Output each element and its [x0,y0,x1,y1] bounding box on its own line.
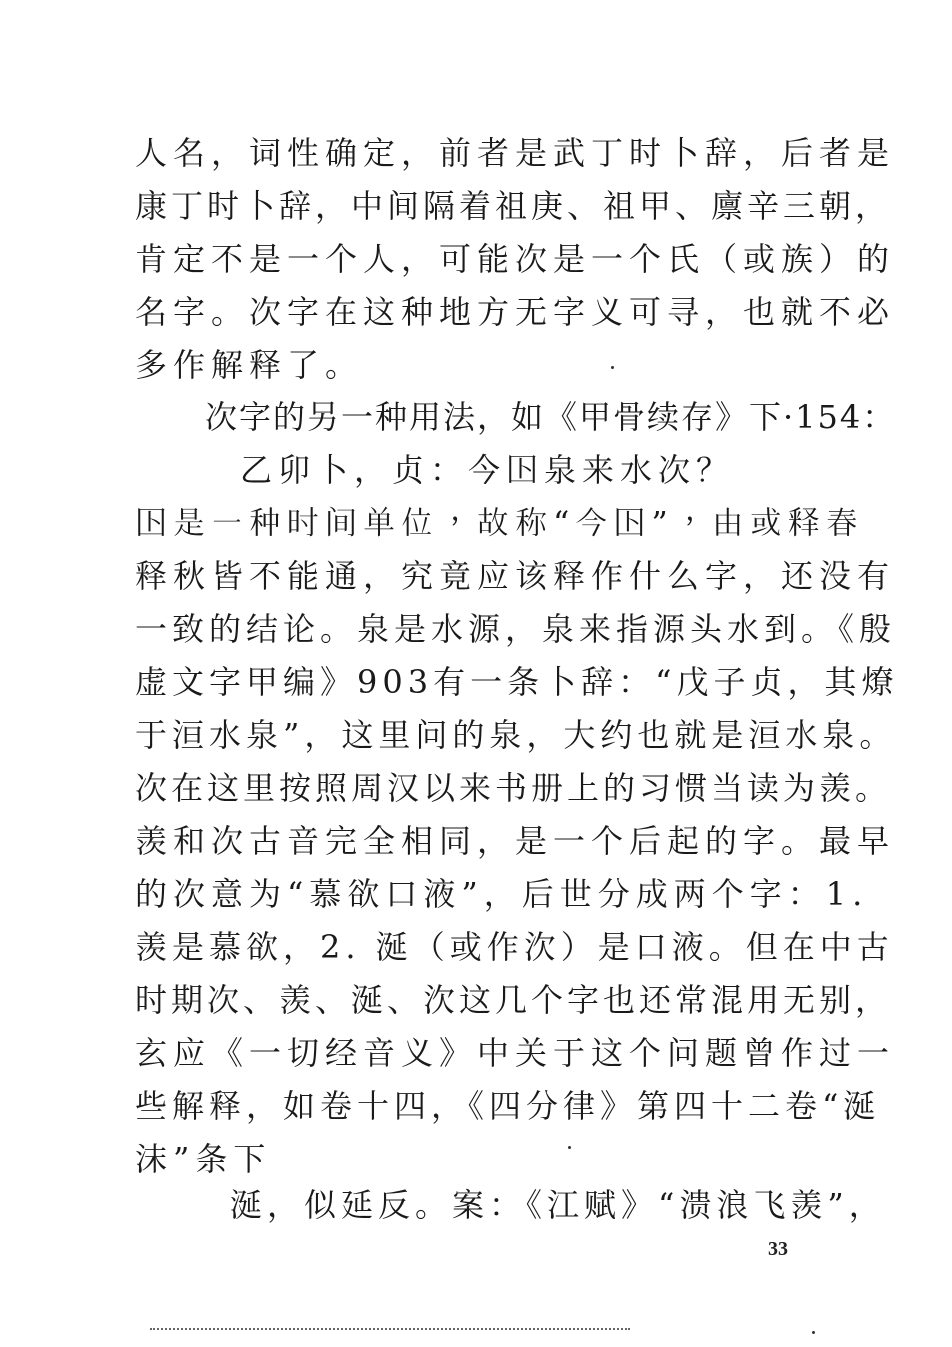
page-number: 33 [768,1238,788,1260]
text-line-12: 于洹水泉”，这里问的泉，大约也就是洹水泉。 [135,716,897,754]
scan-speck [611,366,614,369]
text-line-8: 𡆥是一种时间单位，故称“今𡆥”，由或释春 [135,504,864,542]
text-line-9: 释秋皆不能通，究竟应该释作什么字，还没有 [135,557,896,595]
text-line-19: 些解释，如卷十四，《四分律》第四十二卷“涎 [135,1087,881,1125]
text-line-1: 人名，词性确定，前者是武丁时卜辞，后者是 [135,134,896,172]
text-line-3: 肯定不是一个人，可能次是一个氏（或族）的 [135,240,896,278]
text-line-18: 玄应《一切经音义》中关于这个问题曾作过一 [135,1034,896,1072]
text-line-5: 多作解释了。 [135,346,364,384]
quote-line: 乙卯卜，贞：今𡆥泉来水次？ [240,451,735,489]
text-line-21: 涎，似延反。案：《江赋》“溃浪飞羡”， [230,1186,886,1224]
text-line-4: 名字。次字在这种地方无字义可寻，也就不必 [135,293,896,331]
scan-speck [812,1331,815,1334]
scan-speck [568,1146,571,1149]
text-line-16: 羡是慕欲，2. 涎（或作㳄）是口液。但在中古 [135,928,894,966]
text-line-6: 次字的另一种用法，如《甲骨续存》下·154： [205,398,897,436]
scan-artifact-rule [150,1328,630,1330]
text-line-14: 羡和次古音完全相同，是一个后起的字。最早 [135,822,896,860]
text-line-2: 康丁时卜辞，中间隔着祖庚、祖甲、廪辛三朝， [135,187,892,225]
text-line-17: 时期次、羡、涎、㳄这几个字也还常混用无别， [135,981,892,1019]
text-line-15: 的次意为“慕欲口液”，后世分成两个字：1. [135,875,869,913]
text-line-11: 虚文字甲编》903有一条卜辞：“戊子贞，其燎 [135,663,899,701]
text-line-13: 次在这里按照周汉以来书册上的习惯当读为羡。 [135,769,892,807]
text-line-20: 沫”条下 [135,1140,272,1178]
text-line-10: 一致的结论。泉是水源，泉来指源头水到。《殷 [135,610,897,648]
